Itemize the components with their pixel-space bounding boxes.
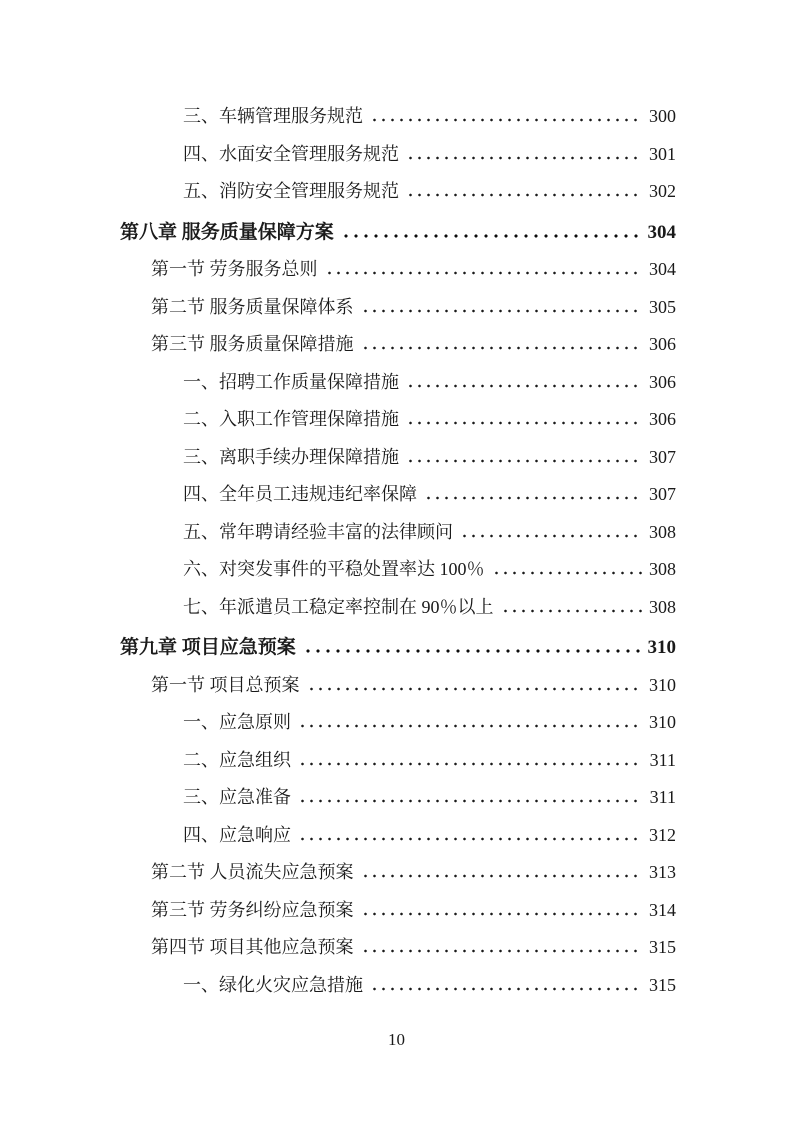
dot-leader [424, 496, 642, 500]
toc-entry-item[interactable] [120, 173, 676, 211]
toc-entry-page: 310 [649, 712, 676, 732]
toc-entry-label: 五、消防安全管理服务规范 [183, 181, 399, 201]
toc-entry-label: 一、应急原则 [183, 712, 291, 732]
toc-entry-label: 第一节 项目总预案 [151, 674, 300, 695]
toc-entry-item[interactable] [120, 136, 676, 174]
toc-entry-page: 308 [649, 559, 676, 579]
toc-entry-page: 315 [649, 974, 676, 995]
toc-entry-page: 304 [647, 221, 676, 243]
toc-entry-item[interactable] [120, 742, 676, 780]
dot-leader [501, 609, 643, 613]
toc-entry-label: 四、水面安全管理服务规范 [183, 143, 399, 164]
toc-entry-label: 六、对突发事件的平稳处置率达 100％ [183, 559, 485, 579]
toc-entry-page: 307 [649, 484, 676, 504]
toc-entry-label: 三、应急准备 [183, 787, 291, 807]
toc-entry-page: 311 [649, 749, 676, 770]
toc-entry-item[interactable] [120, 704, 676, 742]
dot-leader [406, 421, 642, 425]
dot-leader [370, 987, 642, 991]
toc-entry-page: 310 [647, 637, 676, 658]
toc-entry-page: 305 [649, 296, 676, 317]
toc-entry-page: 308 [649, 596, 676, 617]
toc-entry-section[interactable] [120, 929, 676, 967]
dot-leader [406, 193, 642, 197]
toc-entry-label: 第八章 服务质量保障方案 [120, 221, 334, 243]
toc-entry-item[interactable] [120, 401, 676, 439]
toc-entry-item[interactable] [120, 514, 676, 552]
dot-leader [361, 949, 643, 953]
dot-leader [307, 687, 643, 691]
toc-entry-page: 310 [649, 674, 676, 695]
dot-leader [298, 837, 642, 841]
dot-leader [298, 762, 643, 766]
toc-entry-page: 304 [649, 259, 676, 279]
toc-entry-label: 七、年派遣员工稳定率控制在 90％以上 [183, 596, 494, 617]
toc-entry-section[interactable] [120, 289, 676, 327]
toc-entry-section[interactable] [120, 854, 676, 892]
dot-leader [406, 459, 642, 463]
toc-entry-page: 315 [649, 937, 676, 957]
dot-leader [361, 346, 643, 350]
toc-entry-section[interactable] [120, 892, 676, 930]
toc-entry-section[interactable] [120, 326, 676, 364]
dot-leader [361, 912, 643, 916]
toc-entry-page: 306 [649, 334, 676, 354]
toc-entry-section[interactable] [120, 251, 676, 289]
toc-entry-label: 三、离职手续办理保障措施 [183, 446, 399, 467]
toc-entry-label: 四、应急响应 [183, 824, 291, 845]
page-number: 10 [388, 1030, 405, 1049]
toc-entry-item[interactable] [120, 364, 676, 402]
dot-leader [492, 571, 643, 575]
toc-entry-label: 一、招聘工作质量保障措施 [183, 371, 399, 392]
toc-entry-label: 第二节 服务质量保障体系 [151, 296, 354, 317]
toc-entry-label: 第三节 服务质量保障措施 [151, 334, 354, 354]
toc-entry-item[interactable] [120, 967, 676, 1005]
toc-entry-label: 第一节 劳务服务总则 [151, 259, 318, 279]
dot-leader [406, 384, 642, 388]
toc-entry-item[interactable] [120, 551, 676, 589]
toc-entry-label: 二、入职工作管理保障措施 [183, 409, 399, 429]
toc-entry-chapter[interactable] [120, 214, 676, 252]
dot-leader [361, 874, 643, 878]
dot-leader [361, 309, 643, 313]
toc-entry-page: 311 [649, 787, 676, 807]
toc-entry-page: 312 [649, 824, 676, 845]
toc-entry-page: 306 [649, 409, 676, 429]
toc-entry-label: 一、绿化火灾应急措施 [183, 974, 363, 995]
toc-entry-item[interactable] [120, 98, 676, 136]
toc-entry-page: 308 [649, 521, 676, 542]
toc-entry-page: 307 [649, 446, 676, 467]
toc-entry-label: 第四节 项目其他应急预案 [151, 937, 354, 957]
toc-entry-label: 二、应急组织 [183, 749, 291, 770]
toc-entry-item[interactable] [120, 439, 676, 477]
toc-entry-page: 313 [649, 862, 676, 882]
toc-entry-label: 三、车辆管理服务规范 [183, 106, 363, 126]
toc-entry-item[interactable] [120, 476, 676, 514]
toc-entry-page: 301 [649, 143, 676, 164]
dot-leader [325, 271, 643, 275]
toc-entry-chapter[interactable] [120, 629, 676, 667]
dot-leader [298, 799, 643, 803]
page-footer [0, 1029, 793, 1051]
toc-entry-label: 四、全年员工违规违纪率保障 [183, 484, 417, 504]
toc-entry-page: 314 [649, 899, 676, 920]
toc-entry-label: 五、常年聘请经验丰富的法律顾问 [183, 521, 453, 542]
toc-entry-page: 300 [649, 106, 676, 126]
toc-entry-label: 第九章 项目应急预案 [120, 637, 296, 658]
toc-entry-section[interactable] [120, 667, 676, 705]
dot-leader [303, 649, 641, 653]
toc-entry-page: 306 [649, 371, 676, 392]
dot-leader [460, 534, 642, 538]
toc-entry-label: 第二节 人员流失应急预案 [151, 862, 354, 882]
toc-entry-item[interactable] [120, 817, 676, 855]
toc-entry-label: 第三节 劳务纠纷应急预案 [151, 899, 354, 920]
dot-leader [370, 118, 642, 122]
toc-entry-item[interactable] [120, 589, 676, 627]
toc-entry-item[interactable] [120, 779, 676, 817]
dot-leader [341, 234, 641, 238]
dot-leader [298, 724, 642, 728]
toc-entry-page: 302 [649, 181, 676, 201]
dot-leader [406, 156, 642, 160]
